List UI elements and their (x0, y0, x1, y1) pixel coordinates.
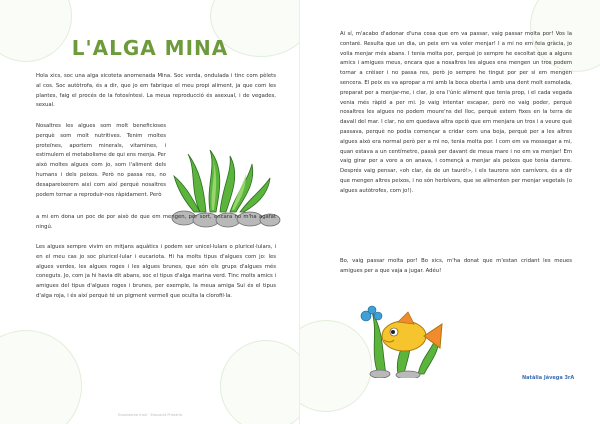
fish-illustration (358, 292, 448, 378)
page-footer: Ecosistema marí · Educació Primària (118, 413, 182, 417)
background-cell-decoration (0, 330, 82, 424)
story-paragraph: Ai sí, m'acabo d'adonar d'una cosa que em va passar, vaig passar molta por! Vos la contaré. Resulta que un dia, un peix em va voler menjar! I a mi no em feia gràcia, jo volia menjar més abans. I tenia molta por, perquè jo sempre he escoltat que a alguns amics i amigues meus, encara que a nosaltres les algues ens mengen un tros podem tornar a créixer i no passa res, però jo sempre he tingut por per si em mengen sencera. El peix es va apropar a mi amb la boca oberta i amb una dent molt esmolada, preparat per a menjar-me, i clar, jo era l'únic aliment que tenia prop, i el cada vegada venia més ràpid a per mi. Jo vaig intentar escapar, però no vaig poder, perquè nosaltres les algues no podem moure'ns del lloc, perquè estem fixes en la terra de davall del mar. I clar, no em quedava altra opció que em menjara un tros i a veure què passava, perquè no podia començar a cridar com una boja, perquè per a les altres algues això era normal però per a mi no, tenia molta por. I com em va mossegar a mi, quan estava a un centímetre, passà per davant de meua mare i no em va menjar! Em vaig girar per a vore a on anava, i començà a menjar als peixos que tenia darrere. Després vaig pensar, «oh clar, és de un tauró!», i els taurons són carnívors, és a dir que mengen altres peixos, i no són herbívors, que se alimenten per menjar vegetals (o algues autòtrofes, com jo!). (340, 31, 572, 194)
benefits-paragraph: Nosaltres les algues som molt beneficioses perquè som molt nutritives. Tenim moltes proteïnes, aportem minerals, vitamines, i estimulem el metabolisme de qui ens menja. Per això moltes algues com jo, som l'aliment dels humans i dels peixos. Però no passa res, no desapareixerem així com així perquè nosaltres podem tornar a reproduir-nos ràpidament. Però (36, 123, 166, 198)
author-signature: Natàlia Jàvega 3rA (522, 375, 575, 381)
page-title: L'ALGA MINA (71, 36, 229, 60)
closing-paragraph: Bo, vaig passar molta por! Bo xics, m'ha donat que m'estan cridant les meues amigues per a que vaja a jugar. Adéu! (340, 258, 572, 274)
background-cell-decoration (220, 340, 300, 424)
fear-paragraph: a mi em dona un poc de por això de que em mengen, per sort, encara no m'ha agafat ningú. (36, 214, 276, 230)
right-page (300, 0, 600, 424)
intro-paragraph: Hola xics, soc una alga xicoteta anomenada Mina. Soc verda, ondulada i tinc com pèlets al cos. Soc autòtrofa, és a dir, que jo em fabrique el meu propi aliment, ja que com les plantes, faig el procés de la fotosíntesi. La meua reproducció és asexual, i de vegades, sexual. (36, 73, 276, 109)
types-paragraph: Les algues sempre vivim en mitjans aquàtics i podem ser unicel·lulars o pluricel·lulars, i en el meu cas jo soc pluricel·lular i eucariota. Hi ha molts tipus d'algues com jo: les algues verdes, les algues roges i les algues brunes, que són els grups d'algues més coneguts. Jo, com ja hi havia dit abans, soc el tipus d'alga marina verd. Tinc molts amics i amigues del tipus d'algues roges i brunes, per exemple, la meua amiga Sui és el tipus d'alga roja, i és així perquè té un pigment vermell que oculta la clorofil·la. (36, 244, 276, 299)
